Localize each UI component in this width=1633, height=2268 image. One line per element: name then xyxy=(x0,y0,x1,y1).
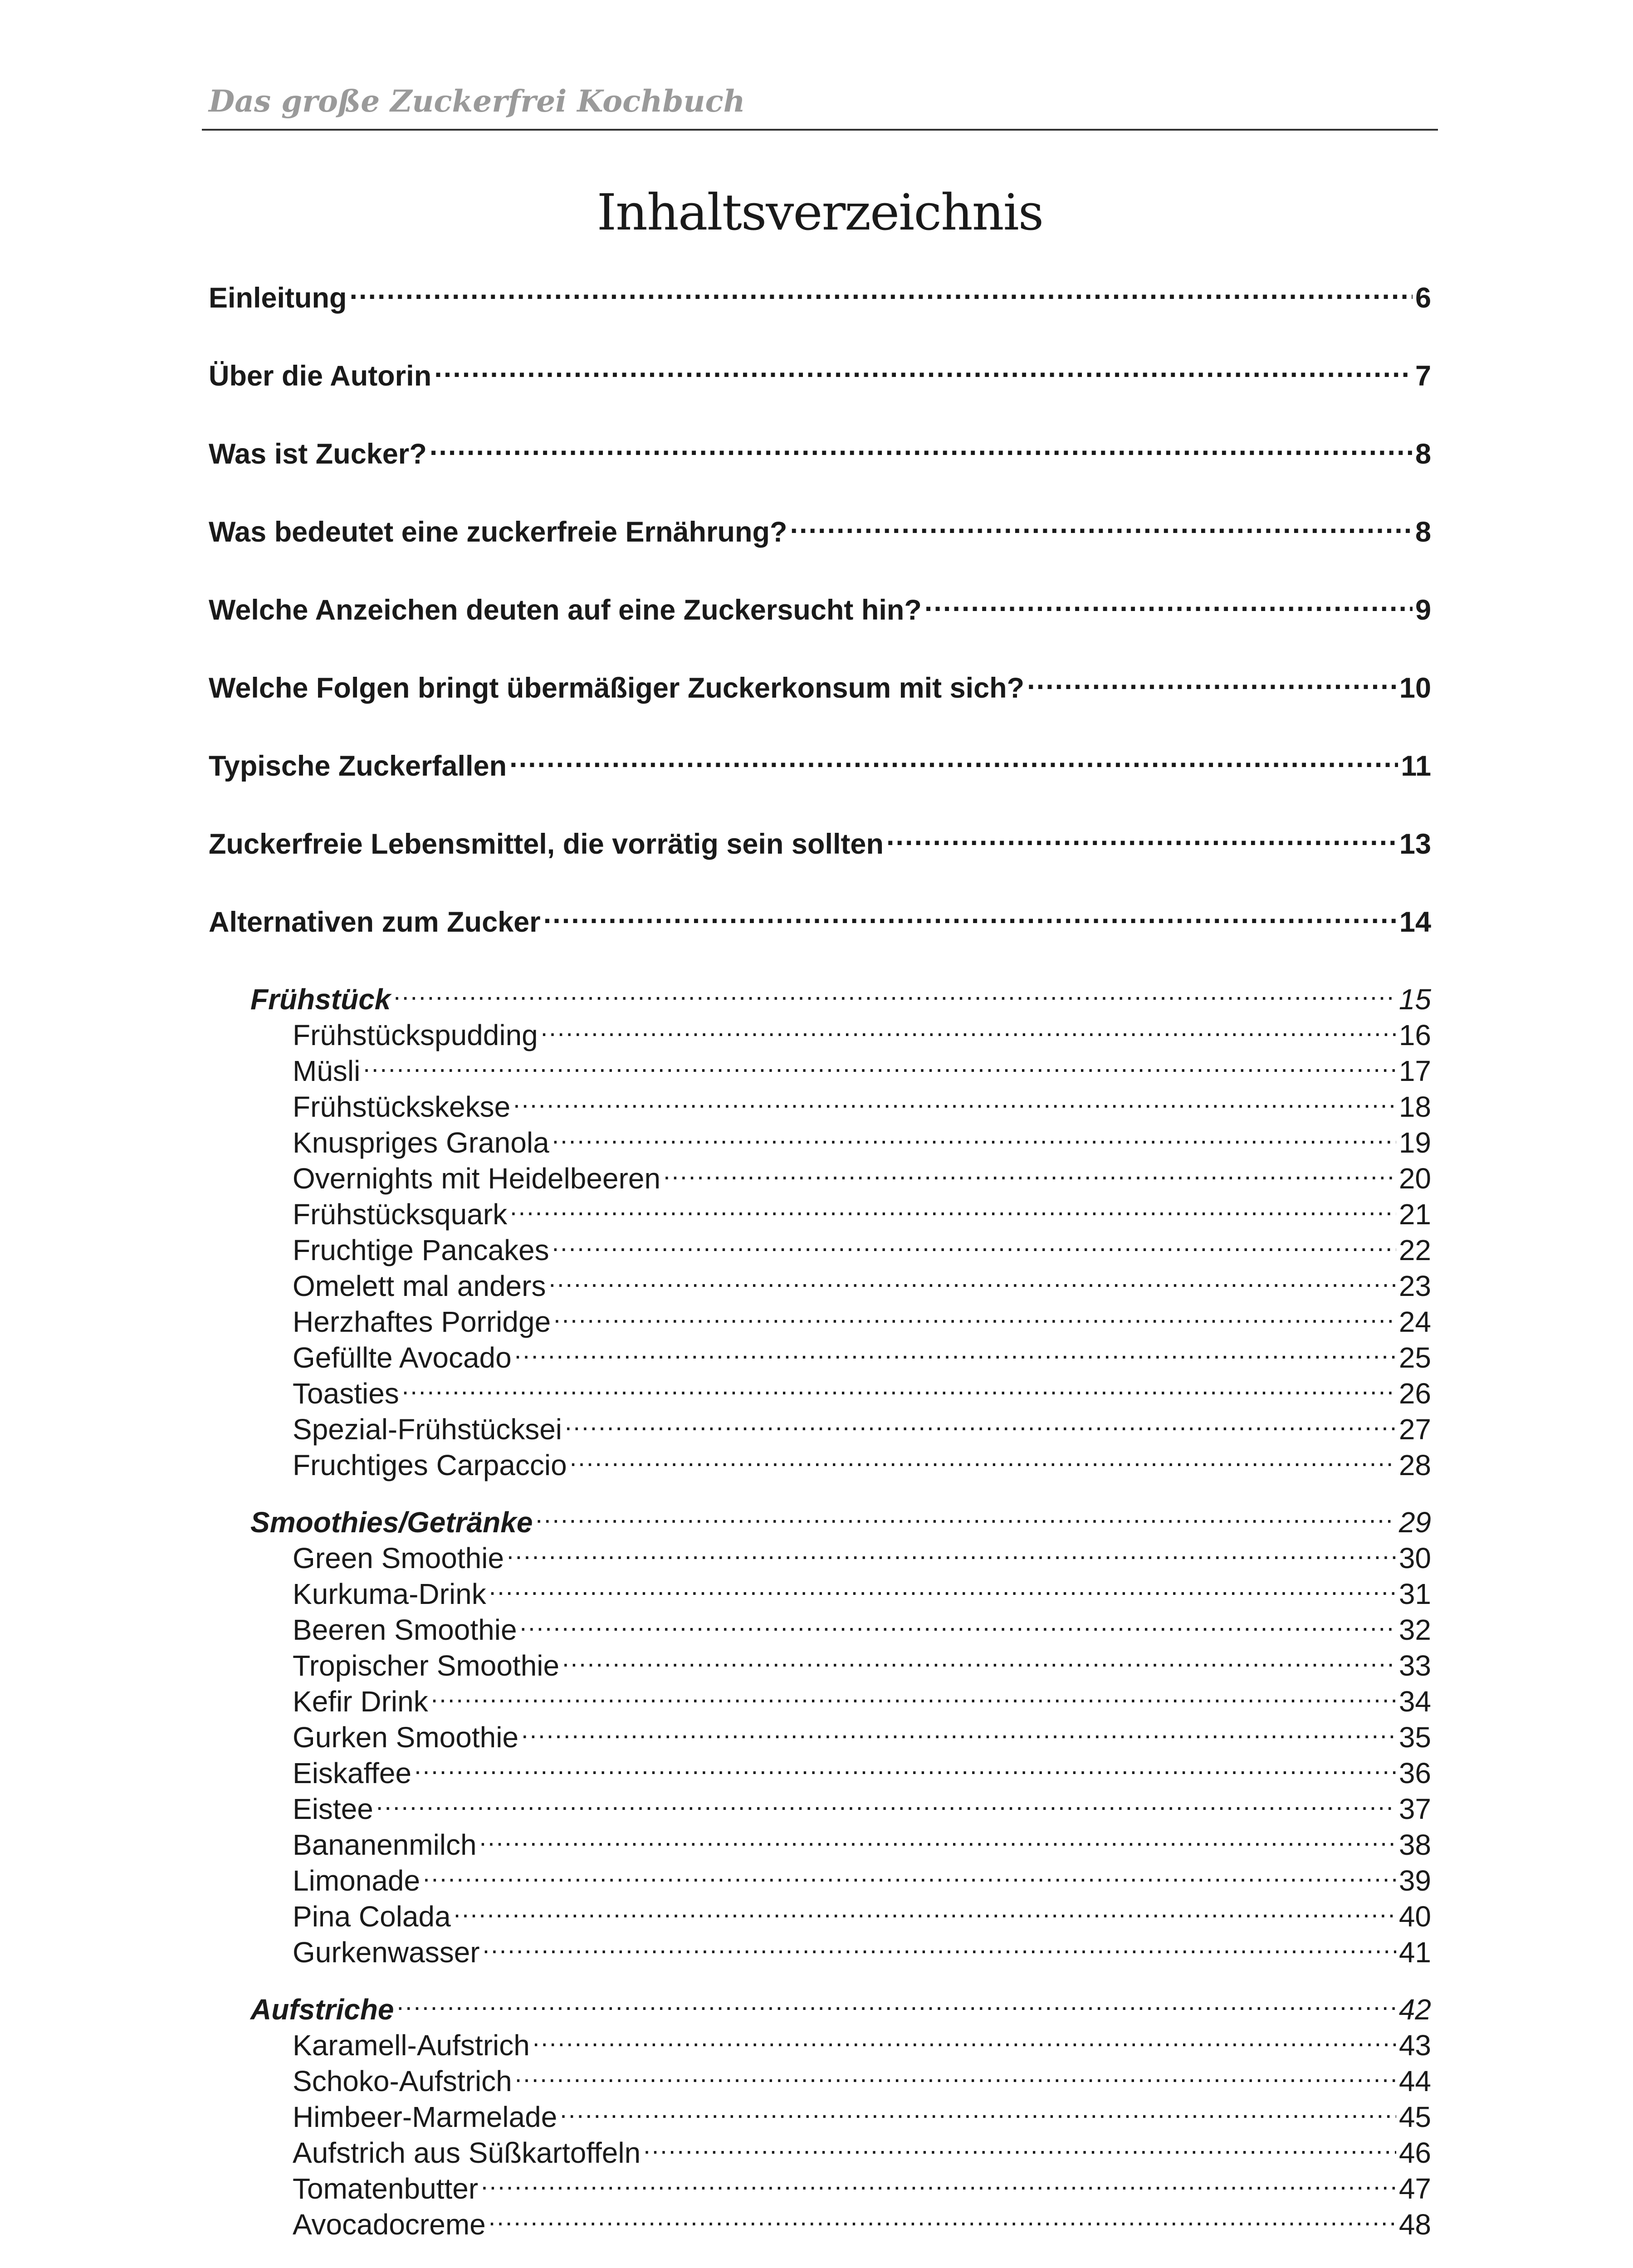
toc-page-number: 32 xyxy=(1398,1613,1431,1646)
dot-leader xyxy=(397,1992,1396,2019)
toc-page-number: 27 xyxy=(1398,1413,1431,1446)
toc-entry-label: Karamell-Aufstrich xyxy=(293,2029,530,2062)
dot-leader xyxy=(1027,669,1397,698)
toc-list xyxy=(202,279,1438,2243)
toc-page-number: 41 xyxy=(1398,1936,1431,1969)
toc-recipe-entry[interactable] xyxy=(209,1648,1431,1684)
toc-page-number: 24 xyxy=(1398,1305,1431,1338)
toc-entry-label: Fruchtige Pancakes xyxy=(293,1234,549,1266)
toc-entry-label: Was ist Zucker? xyxy=(209,438,427,470)
running-header: Das große Zuckerfrei Kochbuch xyxy=(209,83,745,119)
toc-entry-label: Gefüllte Avocado xyxy=(293,1341,512,1374)
toc-page-number: 44 xyxy=(1398,2065,1431,2097)
dot-leader xyxy=(479,1828,1396,1855)
toc-page-number: 40 xyxy=(1398,1900,1431,1933)
dot-leader xyxy=(565,1412,1396,1439)
toc-page-number: 46 xyxy=(1398,2136,1431,2169)
dot-leader xyxy=(414,1756,1396,1783)
toc-recipe-entry[interactable] xyxy=(209,1684,1431,1720)
toc-page-number: 25 xyxy=(1398,1341,1431,1374)
dot-leader xyxy=(541,1018,1396,1045)
toc-page-number: 43 xyxy=(1398,2029,1431,2062)
toc-page-number: 8 xyxy=(1415,438,1431,470)
toc-page-number: 7 xyxy=(1415,360,1431,392)
toc-recipe-entry[interactable] xyxy=(209,1720,1431,1755)
toc-page-number: 45 xyxy=(1398,2101,1431,2133)
toc-entry-label: Frühstücksquark xyxy=(293,1198,508,1231)
toc-page-number: 48 xyxy=(1398,2208,1431,2241)
toc-chapter-entry[interactable] xyxy=(209,903,1431,981)
dot-leader xyxy=(514,1340,1396,1368)
toc-page-number: 6 xyxy=(1415,282,1431,314)
toc-entry-label: Smoothies/Getränke xyxy=(250,1506,533,1539)
toc-page-number: 42 xyxy=(1398,1993,1431,2026)
toc-recipe-entry[interactable] xyxy=(209,1125,1431,1161)
toc-recipe-entry[interactable] xyxy=(209,1612,1431,1648)
dot-leader xyxy=(552,1233,1396,1260)
toc-entry-label: Avocadocreme xyxy=(293,2208,486,2241)
dot-leader xyxy=(510,1197,1396,1224)
toc-title: Inhaltsverzeichnis xyxy=(596,183,1043,241)
toc-entry-label: Welche Anzeichen deuten auf eine Zuckersucht hin? xyxy=(209,594,922,626)
toc-page-number: 29 xyxy=(1398,1506,1431,1539)
toc-entry-label: Tropischer Smoothie xyxy=(293,1649,560,1682)
toc-recipe-entry[interactable] xyxy=(209,1089,1431,1125)
toc-entry-label: Pina Colada xyxy=(293,1900,451,1933)
toc-recipe-entry[interactable] xyxy=(209,1268,1431,1304)
toc-page-number: 36 xyxy=(1398,1757,1431,1789)
toc-recipe-entry[interactable] xyxy=(209,1340,1431,1376)
toc-recipe-entry[interactable] xyxy=(209,1827,1431,1863)
toc-chapter-entry[interactable] xyxy=(209,357,1431,435)
dot-leader xyxy=(483,1935,1396,1962)
toc-recipe-entry[interactable] xyxy=(209,1232,1431,1268)
toc-entry-label: Einleitung xyxy=(209,282,347,314)
toc-entry-label: Frühstück xyxy=(250,983,391,1016)
dot-leader xyxy=(513,1090,1396,1117)
dot-leader xyxy=(535,1505,1396,1532)
dot-leader xyxy=(423,1863,1396,1891)
dot-leader xyxy=(562,1648,1396,1676)
toc-entry-label: Alternativen zum Zucker xyxy=(209,906,541,938)
toc-page-number: 14 xyxy=(1399,906,1431,938)
toc-page-number: 47 xyxy=(1398,2172,1431,2205)
toc-page-number: 17 xyxy=(1398,1055,1431,1087)
toc-recipe-entry[interactable] xyxy=(209,2063,1431,2099)
book-page xyxy=(202,83,1438,2268)
toc-section-entry[interactable] xyxy=(209,981,1431,1017)
toc-recipe-entry[interactable] xyxy=(209,1899,1431,1935)
dot-leader xyxy=(552,1125,1396,1153)
toc-page-number: 21 xyxy=(1398,1198,1431,1231)
toc-page-number: 37 xyxy=(1398,1793,1431,1825)
dot-leader xyxy=(376,1792,1396,1819)
toc-chapter-entry[interactable] xyxy=(209,435,1431,513)
toc-recipe-entry[interactable] xyxy=(209,1161,1431,1197)
toc-entry-label: Müsli xyxy=(293,1055,361,1087)
toc-entry-label: Zuckerfreie Lebensmittel, die vorrätig sein sollten xyxy=(209,828,884,860)
toc-page-number: 30 xyxy=(1398,1542,1431,1574)
toc-chapter-entry[interactable] xyxy=(209,669,1431,747)
toc-page-number: 31 xyxy=(1398,1578,1431,1610)
toc-entry-label: Overnights mit Heidelbeeren xyxy=(293,1162,661,1195)
toc-page-number: 18 xyxy=(1398,1090,1431,1123)
toc-entry-label: Green Smoothie xyxy=(293,1542,504,1574)
dot-leader xyxy=(489,2207,1396,2234)
toc-entry-label: Über die Autorin xyxy=(209,360,432,392)
toc-section-group xyxy=(209,981,1431,1483)
toc-entry-label: Beeren Smoothie xyxy=(293,1613,517,1646)
dot-leader xyxy=(570,1448,1396,1475)
toc-recipe-entry[interactable] xyxy=(209,2171,1431,2207)
toc-entry-label: Himbeer-Marmelade xyxy=(293,2101,557,2133)
toc-entry-label: Schoko-Aufstrich xyxy=(293,2065,512,2097)
toc-entry-label: Kefir Drink xyxy=(293,1685,428,1718)
toc-entry-label: Fruchtiges Carpaccio xyxy=(293,1449,567,1481)
dot-leader xyxy=(886,825,1397,854)
toc-recipe-entry[interactable] xyxy=(209,2028,1431,2063)
toc-recipe-entry[interactable] xyxy=(209,1576,1431,1612)
dot-leader xyxy=(507,1541,1396,1568)
toc-recipe-entry[interactable] xyxy=(209,1755,1431,1791)
toc-recipe-entry[interactable] xyxy=(209,1863,1431,1899)
dot-leader xyxy=(431,1684,1396,1711)
toc-entry-label: Gurkenwasser xyxy=(293,1936,480,1969)
toc-entry-label: Eistee xyxy=(293,1793,373,1825)
toc-page-number: 10 xyxy=(1399,672,1431,704)
dot-leader xyxy=(790,513,1412,542)
toc-recipe-entry[interactable] xyxy=(209,1412,1431,1447)
toc-page-number: 11 xyxy=(1401,750,1431,782)
dot-leader xyxy=(349,279,1412,308)
toc-page-number: 33 xyxy=(1398,1649,1431,1682)
toc-entry-label: Kurkuma-Drink xyxy=(293,1578,486,1610)
toc-entry-label: Omelett mal anders xyxy=(293,1270,546,1302)
toc-recipe-entry[interactable] xyxy=(209,2099,1431,2135)
dot-leader xyxy=(548,1269,1396,1296)
dot-leader xyxy=(434,357,1413,386)
toc-page-number: 23 xyxy=(1398,1270,1431,1302)
toc-entry-label: Herzhaftes Porridge xyxy=(293,1305,551,1338)
dot-leader xyxy=(521,1720,1396,1747)
toc-section-group xyxy=(209,1991,1431,2243)
dot-leader xyxy=(509,747,1398,776)
toc-entry-label: Spezial-Frühstücksei xyxy=(293,1413,562,1446)
toc-page-number: 8 xyxy=(1415,516,1431,548)
dot-leader xyxy=(515,2064,1396,2091)
dot-leader xyxy=(553,1305,1396,1332)
dot-leader xyxy=(489,1577,1396,1604)
toc-recipe-entry[interactable] xyxy=(209,1304,1431,1340)
dot-leader xyxy=(924,591,1413,620)
toc-recipe-entry[interactable] xyxy=(209,1791,1431,1827)
toc-recipe-entry[interactable] xyxy=(209,1197,1431,1232)
dot-leader xyxy=(393,982,1396,1009)
toc-chapter-entry[interactable] xyxy=(209,747,1431,825)
toc-entry-label: Typische Zuckerfallen xyxy=(209,750,507,782)
toc-page-number: 22 xyxy=(1398,1234,1431,1266)
toc-chapter-entry[interactable] xyxy=(209,279,1431,357)
toc-page-number: 38 xyxy=(1398,1828,1431,1861)
toc-recipe-entry[interactable] xyxy=(209,1447,1431,1483)
toc-chapter-entry[interactable] xyxy=(209,513,1431,591)
toc-entry-label: Frühstückskekse xyxy=(293,1090,511,1123)
dot-leader xyxy=(560,2100,1396,2127)
toc-section-entry[interactable] xyxy=(209,1504,1431,1540)
toc-recipe-entry[interactable] xyxy=(209,1376,1431,1412)
toc-chapter-entry[interactable] xyxy=(209,591,1431,669)
toc-entry-label: Bananenmilch xyxy=(293,1828,477,1861)
toc-chapter-entry[interactable] xyxy=(209,825,1431,903)
toc-page-number: 19 xyxy=(1398,1126,1431,1159)
toc-page-number: 39 xyxy=(1398,1864,1431,1897)
toc-recipe-entry[interactable] xyxy=(209,1053,1431,1089)
dot-leader xyxy=(363,1054,1396,1081)
toc-section-entry[interactable] xyxy=(209,1991,1431,2028)
dot-leader xyxy=(663,1161,1396,1188)
toc-recipe-entry[interactable] xyxy=(209,2207,1431,2243)
dot-leader xyxy=(481,2171,1396,2199)
dot-leader xyxy=(430,435,1413,464)
dot-leader xyxy=(543,903,1397,932)
toc-page-number: 9 xyxy=(1415,594,1431,626)
toc-entry-label: Limonade xyxy=(293,1864,420,1897)
toc-entry-label: Tomatenbutter xyxy=(293,2172,479,2205)
dot-leader xyxy=(643,2136,1396,2163)
toc-entry-label: Frühstückspudding xyxy=(293,1019,538,1051)
toc-entry-label: Toasties xyxy=(293,1377,399,1410)
toc-entry-label: Gurken Smoothie xyxy=(293,1721,519,1754)
toc-entry-label: Knuspriges Granola xyxy=(293,1126,549,1159)
dot-leader xyxy=(533,2028,1396,2055)
toc-page-number: 16 xyxy=(1398,1019,1431,1051)
toc-recipe-entry[interactable] xyxy=(209,1540,1431,1576)
toc-page-number: 28 xyxy=(1398,1449,1431,1481)
toc-recipe-entry[interactable] xyxy=(209,1935,1431,1970)
toc-page-number: 15 xyxy=(1398,983,1431,1016)
toc-entry-label: Aufstriche xyxy=(250,1993,394,2026)
toc-page-number: 35 xyxy=(1398,1721,1431,1754)
toc-page-number: 26 xyxy=(1398,1377,1431,1410)
toc-entry-label: Eiskaffee xyxy=(293,1757,412,1789)
toc-entry-label: Was bedeutet eine zuckerfreie Ernährung? xyxy=(209,516,787,548)
toc-entry-label: Welche Folgen bringt übermäßiger Zuckerkonsum mit sich? xyxy=(209,672,1025,704)
toc-page-number: 13 xyxy=(1399,828,1431,860)
toc-section-group xyxy=(209,1504,1431,1970)
toc-recipe-entry[interactable] xyxy=(209,2135,1431,2171)
toc-page-number: 20 xyxy=(1398,1162,1431,1195)
toc-page-number: 34 xyxy=(1398,1685,1431,1718)
dot-leader xyxy=(520,1613,1396,1640)
toc-entry-label: Aufstrich aus Süßkartoffeln xyxy=(293,2136,641,2169)
toc-recipe-entry[interactable] xyxy=(209,1017,1431,1053)
dot-leader xyxy=(454,1899,1396,1926)
header-rule xyxy=(202,129,1438,131)
dot-leader xyxy=(402,1376,1396,1403)
